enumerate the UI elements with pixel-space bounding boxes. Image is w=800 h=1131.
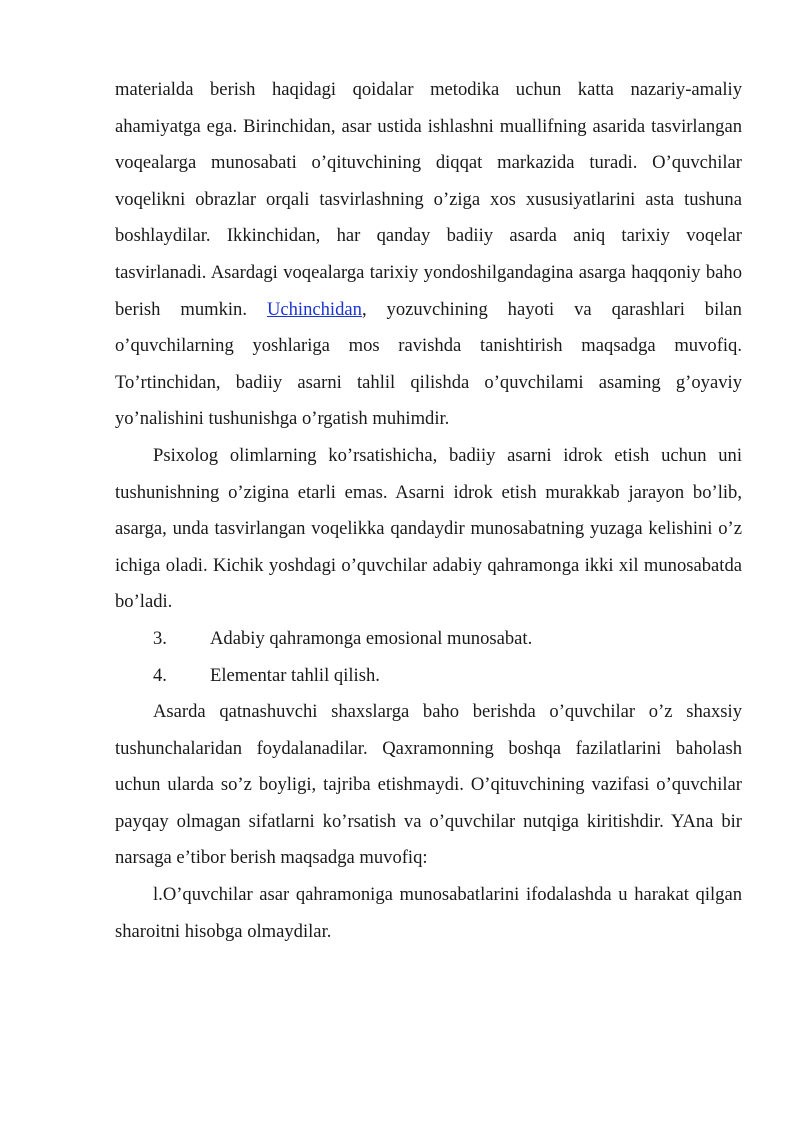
list-item-number: 4. xyxy=(153,664,167,686)
list-item xyxy=(115,658,742,695)
paragraph-1-text-start: materialda berish haqidagi qoidalar metodika uchun katta nazariy-amaliy ahamiyatga ega. Birinchidan, asar ustida ishlashni muallifning asarida tasvirlangan voqealarga munosabati o’qituvchining diqqat markazida turadi. O’quvchilar voqelikni obrazlar orqali tasvirlashning o’ziga xos xususiyatlarini asta tushuna boshlaydilar. Ikkinchidan, har qanday badiiy asarda aniq tarixiy voqelar tasvirlanadi. Asardagi voqealarga tarixiy yondoshilgandagina asarga haqqoniy baho berish mumkin. xyxy=(115,79,742,320)
list-item xyxy=(115,621,742,658)
paragraph-1 xyxy=(115,72,742,438)
uchinchidan-link[interactable]: Uchinchidan xyxy=(266,298,362,320)
paragraph-2: Psixolog olimlarning ko’rsatishicha, badiiy asarni idrok etish uchun uni tushunishning o’zigina etarli emas. Asarni idrok etish murakkab jarayon bo’lib, asarga, unda tasvirlangan voqelikka qandaydir munosabatning yuzaga kelishini o’z ichiga oladi. Kichik yoshdagi o’quvchilar adabiy qahramonga ikki xil munosabatda bo’ladi. xyxy=(115,444,742,613)
list-item-text: Adabiy qahramonga emosional munosabat. xyxy=(210,627,533,649)
list-item-text: Elementar tahlil qilish. xyxy=(210,664,380,686)
document-body xyxy=(115,72,742,950)
paragraph-4: l.O’quvchilar asar qahramoniga munosabatlarini ifodalashda u harakat qilgan sharoitni hisobga olmaydilar. xyxy=(115,884,742,942)
list-item-number: 3. xyxy=(153,627,167,649)
paragraph-1-text-end: , yozuvchining hayoti va qarashlari bilan o’quvchilarning yoshlariga mos ravishda tanishtirish maqsadga muvofiq. To’rtinchidan, badiiy asarni tahlil qilishda o’quvchilami asaming g’oyaviy yo’nalishini tushunishga o’rgatish muhimdir. xyxy=(115,298,742,430)
paragraph-3: Asarda qatnashuvchi shaxslarga baho berishda o’quvchilar o’z shaxsiy tushunchalaridan foydalanadilar. Qaxramonning boshqa fazilatlarini baholash uchun ularda so’z boyligi, tajriba etishmaydi. O’qituvchining vazifasi o’quvchilar payqay olmagan sifatlarni ko’rsatish va o’quvchilar nutqiga kiritishdir. YAna bir narsaga e’tibor berish maqsadga muvofiq: xyxy=(115,701,742,869)
